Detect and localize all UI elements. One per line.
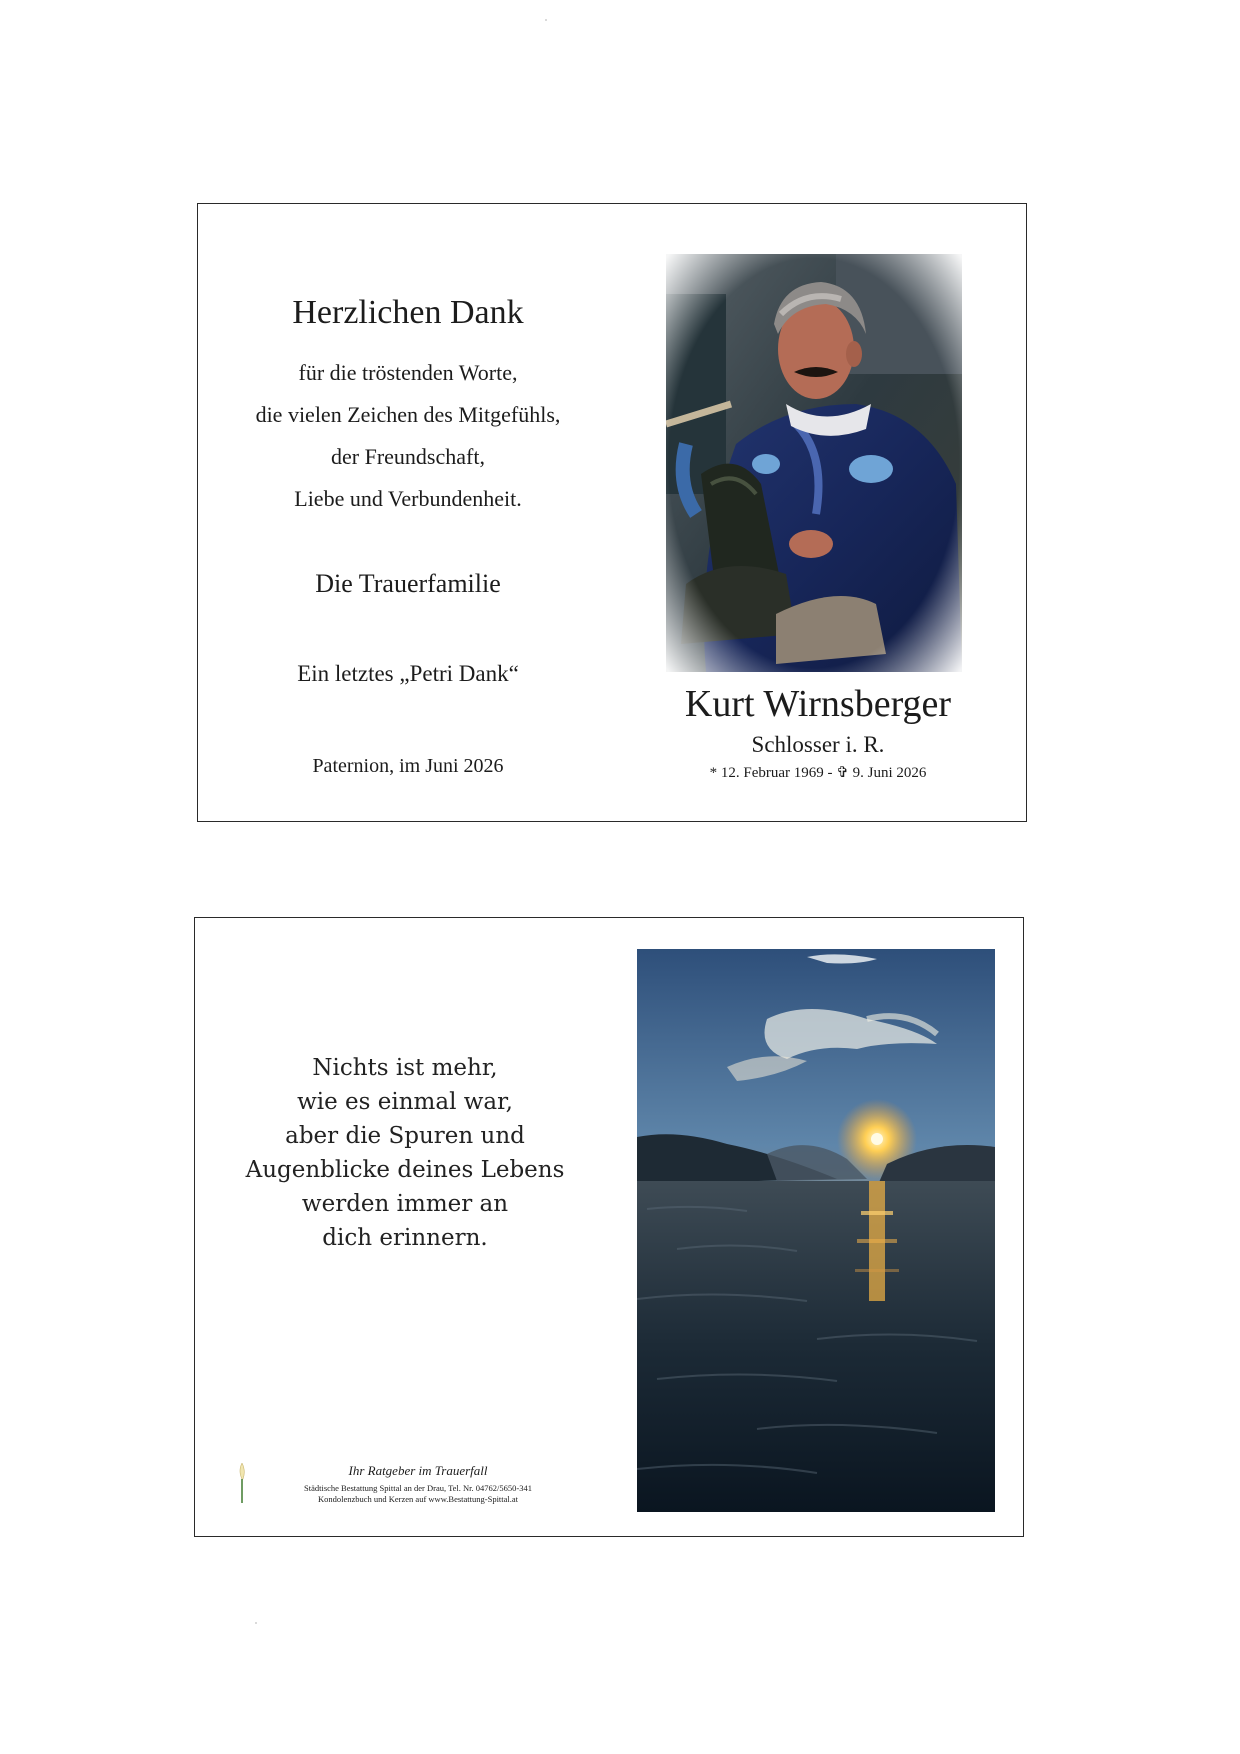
closing-line: Ein letztes „Petri Dank“ bbox=[297, 661, 519, 686]
poem-line: Nichts ist mehr, bbox=[312, 1055, 498, 1081]
thanks-line: für die tröstenden Worte, bbox=[298, 360, 518, 385]
poem bbox=[195, 1051, 615, 1255]
footer-contact: Städtische Bestattung Spittal an der Drau, Tel. Nr. 04762/5650-341 bbox=[303, 1483, 532, 1493]
deceased-occupation: Schlosser i. R. bbox=[751, 732, 885, 757]
poem-line: dich erinnern. bbox=[322, 1225, 488, 1251]
thanks-line: die vielen Zeichen des Mitgefühls, bbox=[255, 402, 561, 427]
scan-speck bbox=[255, 1622, 257, 1624]
thanks-line: der Freundschaft, bbox=[331, 444, 485, 469]
place-date: Paternion, im Juni 2026 bbox=[312, 755, 504, 777]
sunset-illustration bbox=[637, 949, 995, 1512]
thanks-title: Herzlichen Dank bbox=[292, 294, 524, 331]
footer-website: Kondolenzbuch und Kerzen auf www.Bestattung-Spittal.at bbox=[317, 1494, 519, 1504]
thanks-lines bbox=[198, 352, 618, 520]
portrait-illustration bbox=[666, 254, 962, 672]
poem-line: wie es einmal war, bbox=[297, 1089, 513, 1115]
sunset-lake-photo bbox=[637, 949, 995, 1512]
portrait-photo bbox=[666, 254, 962, 672]
lily-icon bbox=[235, 1463, 249, 1503]
thank-you-card bbox=[197, 203, 1027, 822]
poem-line: Augenblicke deines Lebens bbox=[245, 1157, 565, 1183]
deceased-dates: * 12. Februar 1969 - ✞ 9. Juni 2026 bbox=[709, 765, 927, 781]
thanks-line: Liebe und Verbundenheit. bbox=[294, 486, 522, 511]
family-signature: Die Trauerfamilie bbox=[315, 569, 501, 598]
deceased-name: Kurt Wirnsberger bbox=[684, 683, 952, 725]
poem-line: aber die Spuren und bbox=[285, 1123, 525, 1149]
poem-line: werden immer an bbox=[301, 1191, 509, 1217]
poem-card bbox=[194, 917, 1024, 1537]
footer-title: Ihr Ratgeber im Trauerfall bbox=[348, 1463, 488, 1478]
scan-speck bbox=[545, 19, 547, 21]
